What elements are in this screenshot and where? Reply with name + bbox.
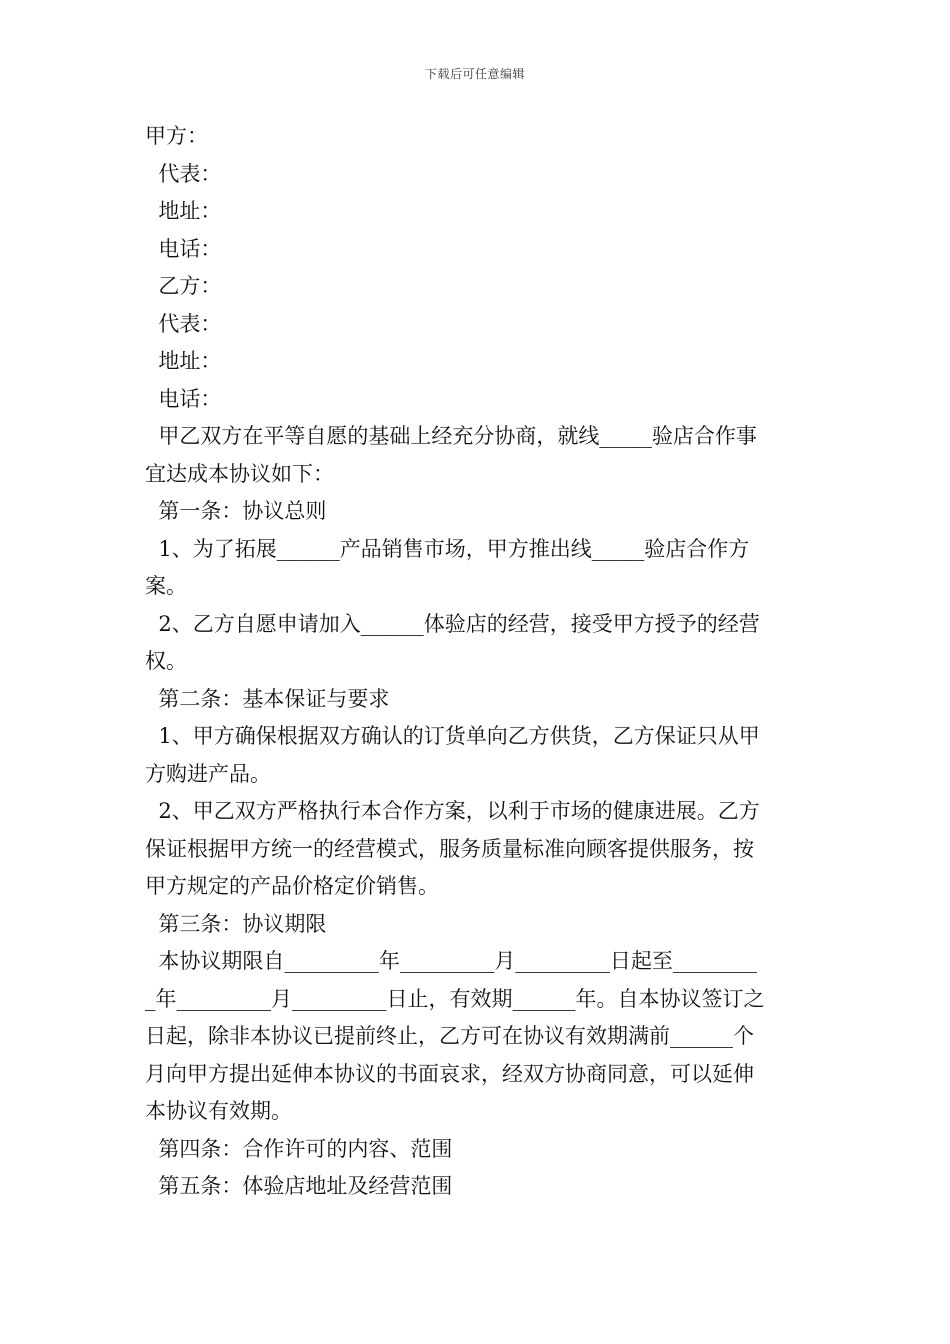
text-line: 1、为了拓展______产品销售市场，甲方推出线_____验店合作方 xyxy=(145,536,750,561)
text-line: 甲方： xyxy=(145,124,208,148)
text-line: 日起，除非本协议已提前终止，乙方可在协议有效期满前______个 xyxy=(145,1024,754,1048)
text-line: 保证根据甲方统一的经营模式，服务质量标准向顾客提供服务，按 xyxy=(145,836,754,861)
text-line: 代表： xyxy=(145,161,222,186)
section-heading: 第三条：协议期限 xyxy=(145,911,327,936)
text-line: 本协议期限自_________年_________月_________日起至________ xyxy=(145,949,757,973)
section-heading: 第一条：协议总则 xyxy=(145,499,327,523)
text-line: 电话： xyxy=(145,236,222,261)
text-line: 代表： xyxy=(145,311,222,336)
text-line: 1、甲方确保根据双方确认的订货单向乙方供货，乙方保证只从甲 xyxy=(145,724,760,748)
section-heading: 第二条：基本保证与要求 xyxy=(145,686,390,711)
text-line: 2、乙方自愿申请加入______体验店的经营，接受甲方授予的经营 xyxy=(145,611,760,636)
text-line: _年_________月_________日止，有效期______年。自本协议签订之 xyxy=(145,986,765,1011)
document-body xyxy=(145,118,810,1206)
text-line: 2、甲乙双方严格执行本合作方案，以利于市场的健康进展。乙方 xyxy=(145,799,760,823)
text-line: 甲乙双方在平等自愿的基础上经充分协商，就线_____验店合作事 xyxy=(145,424,757,448)
text-line: 地址： xyxy=(145,199,222,223)
section-heading: 第五条：体验店地址及经营范围 xyxy=(145,1174,453,1198)
text-line: 宜达成本协议如下： xyxy=(145,461,334,486)
text-line: 案。 xyxy=(145,574,187,598)
text-line: 甲方规定的产品价格定价销售。 xyxy=(145,874,439,898)
section-heading: 第四条：合作许可的内容、范围 xyxy=(145,1136,453,1161)
text-line: 电话： xyxy=(145,386,222,411)
page-header: 下载后可任意编辑 xyxy=(424,67,525,81)
text-line: 地址： xyxy=(145,349,222,373)
text-line: 乙方： xyxy=(145,274,222,298)
text-line: 权。 xyxy=(145,649,187,673)
text-line: 方购进产品。 xyxy=(145,761,271,786)
text-line: 月向甲方提出延伸本协议的书面哀求，经双方协商同意，可以延伸 xyxy=(145,1061,754,1086)
text-line: 本协议有效期。 xyxy=(145,1099,292,1123)
